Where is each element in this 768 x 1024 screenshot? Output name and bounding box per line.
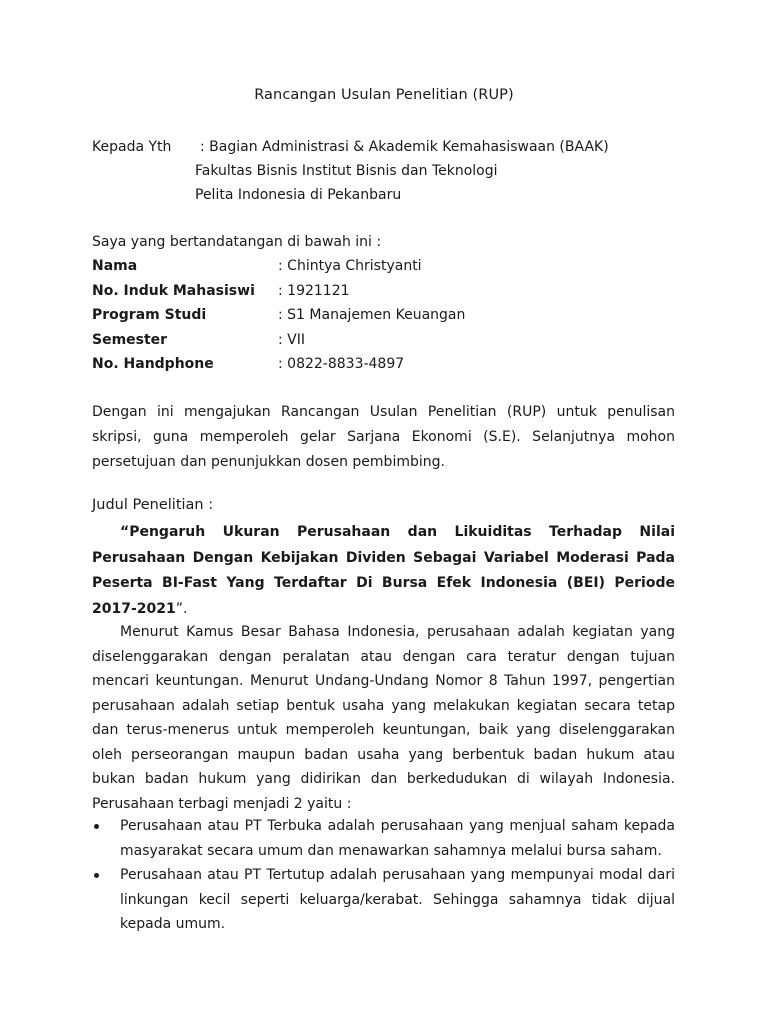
identity-label: Nama bbox=[92, 258, 138, 274]
address-line-1: : Bagian Administrasi & Akademik Kemahasiswaan (BAAK) bbox=[200, 139, 609, 155]
identity-value: : S1 Manajemen Keuangan bbox=[278, 307, 466, 323]
research-title-close: ”. bbox=[175, 600, 188, 617]
address-line-2: Fakultas Bisnis Institut Bisnis dan Teknologi bbox=[195, 163, 498, 179]
identity-value: : 0822-8833-4897 bbox=[278, 356, 405, 372]
research-title-text: “Pengaruh Ukuran Perusahaan dan Likuiditas Terhadap Nilai Perusahaan Dengan Kebijakan Dividen Sebagai Variabel Moderasi Pada Peserta BI-Fast Yang Terdaftar Di Bursa Efek Indonesia (BEI) Periode 2017-2021 bbox=[92, 524, 675, 617]
identity-value: : 1921121 bbox=[278, 282, 350, 299]
intro-text: Saya yang bertandatangan di bawah ini : bbox=[92, 234, 382, 250]
body-paragraph: Menurut Kamus Besar Bahasa Indonesia, perusahaan adalah kegiatan yang diselenggarakan dengan peralatan atau dengan cara teratur dengan tujuan mencari keuntungan. Menurut Undang-Undang Nomor 8 Tahun 1997, pengertian perusahaan adalah setiap bentuk usaha yang melakukan kegiatan secara tetap dan terus-menerus untuk memperoleh keuntungan, baik yang diselenggarakan oleh perseorangan maupun badan usaha yang berbentuk badan hukum atau bukan badan hukum yang didirikan dan berkedudukan di wilayah Indonesia. Perusahaan terbagi menjadi 2 yaitu : bbox=[92, 624, 675, 812]
bullet-list bbox=[92, 814, 675, 937]
document-title: Rancangan Usulan Penelitian (RUP) bbox=[254, 87, 514, 103]
address-line-3: Pelita Indonesia di Pekanbaru bbox=[195, 187, 402, 203]
request-paragraph: Dengan ini mengajukan Rancangan Usulan Penelitian (RUP) untuk penulisan skripsi, guna memperoleh gelar Sarjana Ekonomi (S.E). Selanjutnya mohon persetujuan dan penunjukkan dosen pembimbing. bbox=[92, 404, 675, 470]
bullet-icon bbox=[94, 824, 99, 829]
address-label: Kepada Yth bbox=[92, 139, 172, 155]
identity-value: : VII bbox=[278, 331, 306, 348]
research-title bbox=[92, 520, 675, 622]
list-item bbox=[92, 863, 675, 937]
research-title-heading: Judul Penelitian : bbox=[92, 497, 214, 513]
identity-label: No. Handphone bbox=[92, 356, 214, 372]
identity-label: No. Induk Mahasiswi bbox=[92, 282, 255, 299]
identity-label: Semester bbox=[92, 331, 168, 348]
list-item-text: Perusahaan atau PT Tertutup adalah perusahaan yang mempunyai modal dari linkungan kecil seperti keluarga/kerabat. Sehingga sahamnya tidak dijual kepada umum. bbox=[120, 867, 675, 932]
list-item-text: Perusahaan atau PT Terbuka adalah perusahaan yang menjual saham kepada masyarakat secara umum dan menawarkan sahamnya melalui bursa saham. bbox=[120, 818, 675, 859]
bullet-icon bbox=[94, 873, 99, 878]
list-item bbox=[92, 814, 675, 863]
identity-value: : Chintya Christyanti bbox=[278, 258, 422, 274]
identity-label: Program Studi bbox=[92, 307, 207, 323]
